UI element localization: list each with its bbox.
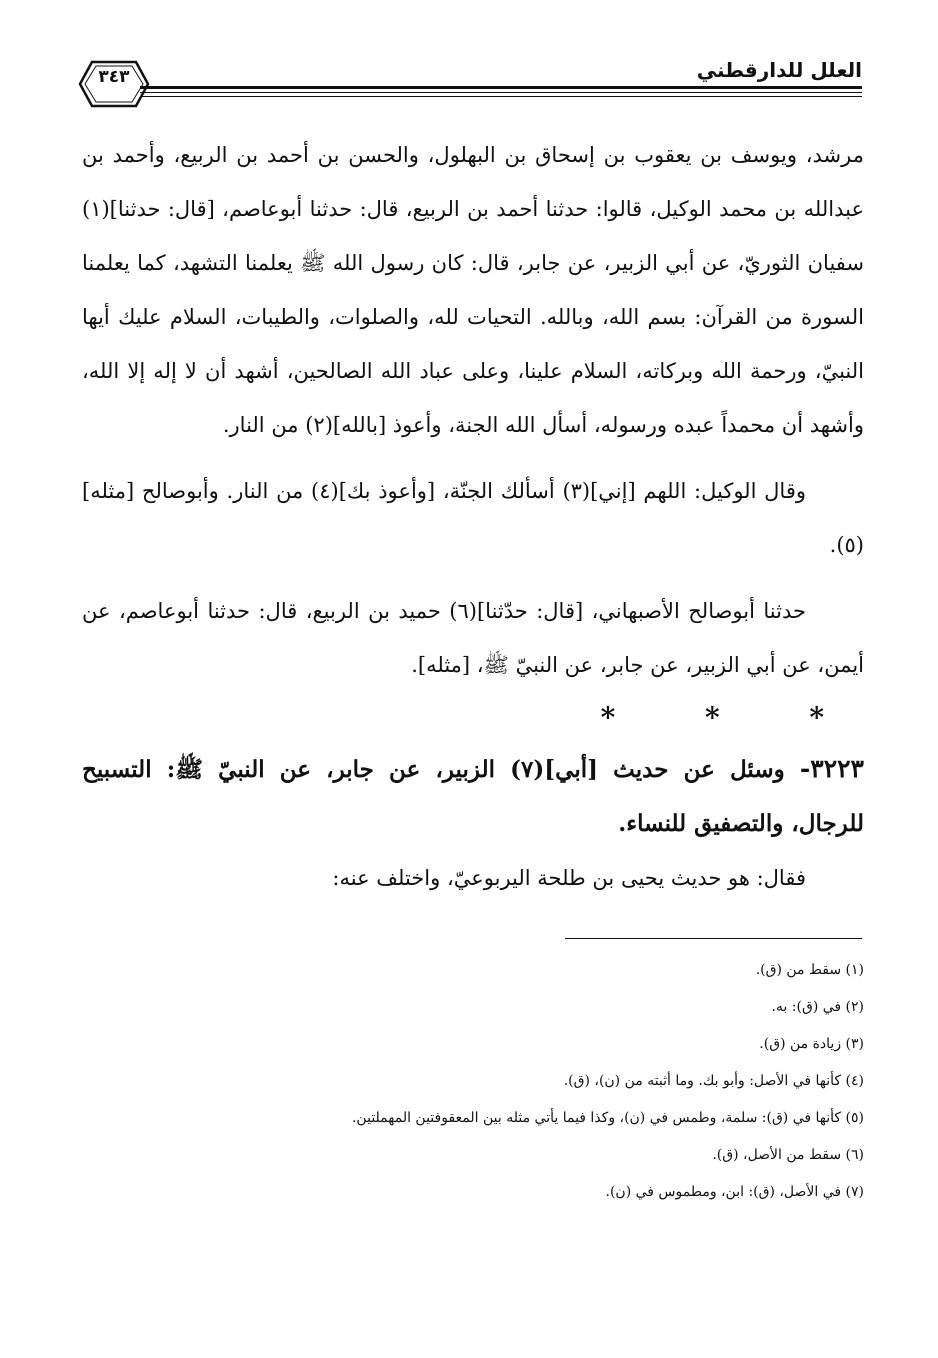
footnotes bbox=[82, 952, 864, 1211]
footnote: (٤) كأنها في الأصل: وأبو بك. وما أثبته من (ن)، (ق). bbox=[563, 1073, 864, 1089]
paragraph: حدثنا أبوصالح الأصبهاني، [قال: حدّثنا](٦) حميد بن الربيع، قال: حدثنا أبوعاصم، عن أيمن، عن أبي الزبير، عن جابر، عن النبيّ ﷺ، [مثله]. bbox=[82, 599, 864, 677]
footnote: (٧) في الأصل، (ق): ابن، ومطموس في (ن). bbox=[605, 1184, 864, 1200]
page-header bbox=[78, 52, 862, 112]
main-text bbox=[82, 128, 864, 905]
entry-heading bbox=[82, 742, 864, 851]
page-number: ٣٤٣ bbox=[98, 67, 130, 87]
header-rule-thin bbox=[140, 92, 862, 93]
entry-number: ٣٢٢٣- bbox=[799, 754, 864, 783]
header-rule-thick bbox=[140, 86, 862, 89]
paragraph: وقال الوكيل: اللهم [إني](٣) أسألك الجنّة، [وأعوذ بك](٤) من النار. وأبوصالح [مثله](٥). bbox=[82, 479, 864, 557]
paragraph: مرشد، ويوسف بن يعقوب بن إسحاق بن البهلول، والحسن بن أحمد بن الربيع، وأحمد بن عبدالله بن محمد الوكيل، قالوا: حدثنا أحمد بن الربيع، قال: حدثنا أبوعاصم، [قال: حدثنا](١) سفيان الثوريّ، عن أبي الزبير، عن جابر، قال: كان رسول الله ﷺ يعلمنا التشهد، كما يعلمنا السورة من القرآن: بسم الله، وبالله. التحيات لله، والصلوات، والطيبات، السلام عليك أيها النبيّ، ورحمة الله وبركاته، السلام علينا، وعلى عباد الله الصالحين، أشهد أن لا إله إلا الله، وأشهد أن محمداً عبده ورسوله، أسأل الله الجنة، وأعوذ [بالله](٢) من النار. bbox=[82, 143, 864, 437]
footnote: (٥) كأنها في (ق): سلمة، وطمس في (ن)، وكذا فيما يأتي مثله بين المعقوفتين المهملتين. bbox=[351, 1110, 864, 1126]
header-rule-thin bbox=[140, 96, 862, 97]
footnote-divider bbox=[565, 938, 862, 939]
section-separator: * * * bbox=[600, 701, 864, 734]
book-title: العلل للدارقطني bbox=[696, 58, 862, 82]
entry-question: وسئل عن حديث [أبي](٧) الزبير، عن جابر، عن النبيّ ﷺ: التسبيح للرجال، والتصفيق للنساء. bbox=[82, 756, 864, 837]
footnote: (٢) في (ق): به. bbox=[771, 999, 864, 1015]
footnote: (١) سقط من (ق). bbox=[755, 962, 864, 978]
footnote: (٣) زيادة من (ق). bbox=[759, 1036, 864, 1052]
entry-answer: فقال: هو حديث يحيى بن طلحة اليربوعيّ، واختلف عنه: bbox=[332, 866, 806, 890]
footnote: (٦) سقط من الأصل، (ق). bbox=[712, 1147, 864, 1163]
